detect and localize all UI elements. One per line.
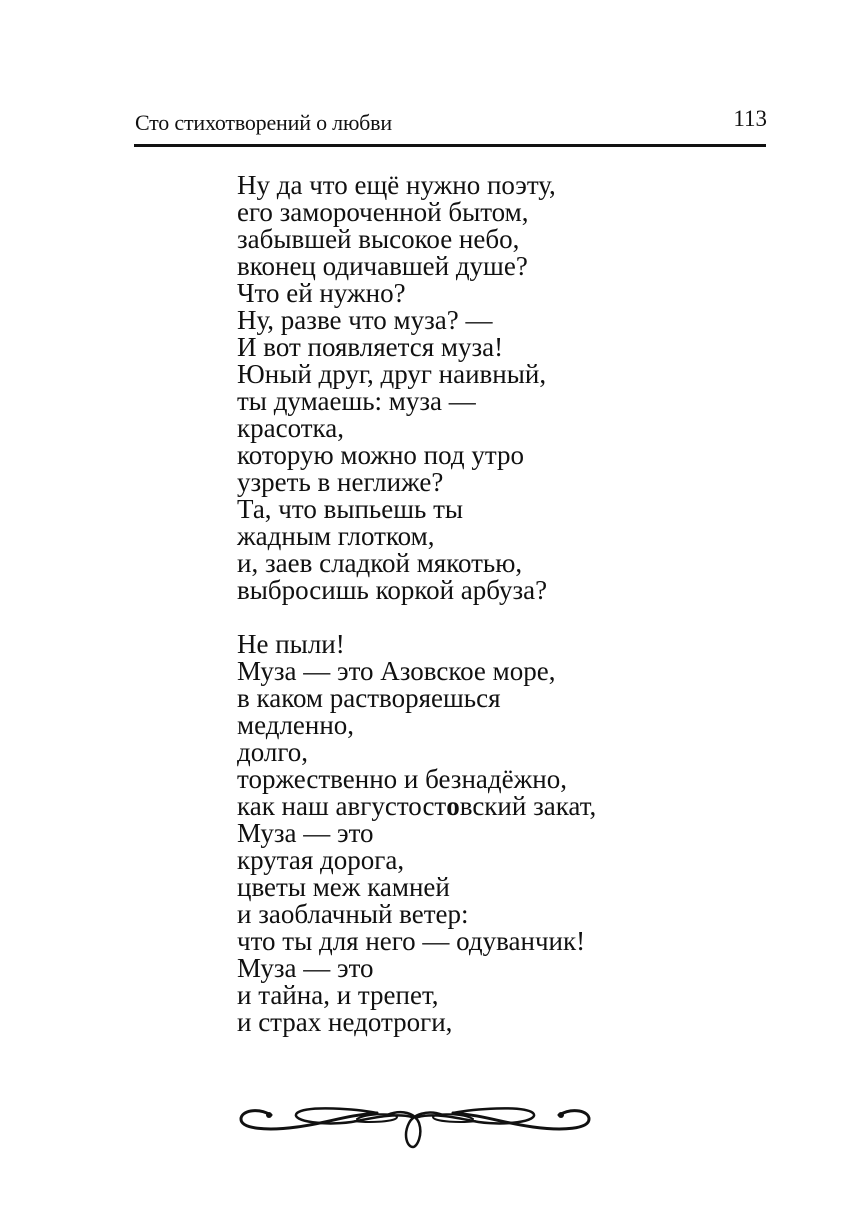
running-title: Сто стихотворений о любви	[135, 110, 392, 135]
poem-line: и тайна, и трепет,	[237, 980, 439, 1010]
running-header	[135, 104, 767, 138]
poem-line: красотка,	[237, 413, 344, 443]
emphasis-before: как наш августост	[237, 791, 447, 821]
page-number: 113	[733, 106, 767, 131]
poem-line: в каком растворяешься	[237, 683, 501, 713]
poem-line: долго,	[237, 737, 309, 767]
poem-line: его замороченной бытом,	[237, 197, 529, 227]
poem-line: крутая дорога,	[237, 845, 405, 875]
poem-line: Муза — это	[237, 953, 374, 983]
poem-line: Муза — это Азовское море,	[237, 656, 556, 686]
poem-line: И вот появляется муза!	[237, 332, 504, 362]
poem-line: и заоблачный ветер:	[237, 899, 469, 929]
poem-line: и, заев сладкой мякотью,	[237, 548, 523, 578]
poem-line: Ну, разве что муза? —	[237, 305, 493, 335]
header-rule	[134, 144, 766, 147]
poem-line: Ну да что ещё нужно поэту,	[237, 170, 556, 200]
poem-line: Не пыли!	[237, 629, 345, 659]
emphasis-bold-letter: о	[446, 791, 460, 821]
poem-line: вконец одичавшей душе?	[237, 251, 528, 281]
poem-line: цветы меж камней	[237, 872, 450, 902]
poem-line: Что ей нужно?	[237, 278, 406, 308]
poem-body	[237, 172, 596, 1036]
poem-line: жадным глотком,	[237, 521, 435, 551]
flourish-divider-icon	[237, 1095, 593, 1150]
poem-line: и страх недотроги,	[237, 1007, 453, 1037]
poem-line: Муза — это	[237, 818, 374, 848]
poem-line-emphasis	[237, 793, 596, 820]
poem-line: торжественно и безнадёжно,	[237, 764, 567, 794]
poem-line: ты думаешь: муза —	[237, 386, 476, 416]
poem-line: что ты для него — одуванчик!	[237, 926, 586, 956]
poem-line: Юный друг, друг наивный,	[237, 359, 547, 389]
stanza-2	[237, 631, 596, 1036]
emphasis-after: вский закат,	[459, 791, 597, 821]
poem-line: которую можно под утро	[237, 440, 524, 470]
poem-line: Та, что выпьешь ты	[237, 494, 464, 524]
stanza-1	[237, 172, 596, 604]
poem-line: выбросишь коркой арбуза?	[237, 575, 548, 605]
poem-line: забывшей высокое небо,	[237, 224, 520, 254]
poem-line: узреть в неглиже?	[237, 467, 444, 497]
poem-line: медленно,	[237, 710, 355, 740]
stanza-break	[237, 604, 596, 631]
